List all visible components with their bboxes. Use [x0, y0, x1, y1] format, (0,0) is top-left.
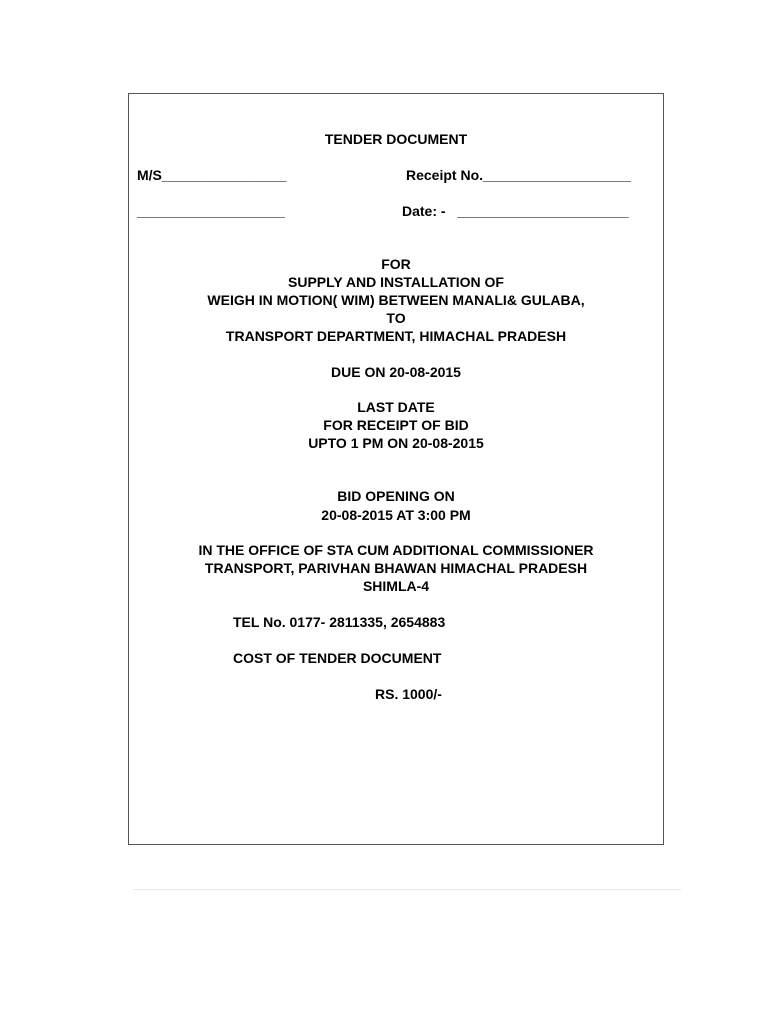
last-date-line-3: UPTO 1 PM ON 20-08-2015 [308, 435, 484, 451]
cost-value: RS. 1000/- [375, 686, 442, 702]
date-field: Date: - ______________________ [402, 203, 629, 219]
receipt-no-field: Receipt No.___________________ [406, 167, 631, 183]
cost-label: COST OF TENDER DOCUMENT [233, 650, 442, 666]
office-line-2: TRANSPORT, PARIVHAN BHAWAN HIMACHAL PRADESH [204, 560, 588, 576]
last-date-line-2: FOR RECEIPT OF BID [323, 417, 469, 433]
document-title: TENDER DOCUMENT [324, 131, 468, 147]
for-line-1: FOR [381, 256, 411, 272]
office-line-1: IN THE OFFICE OF STA CUM ADDITIONAL COMMISSIONER [198, 542, 594, 558]
last-date-line-1: LAST DATE [357, 399, 435, 415]
bid-opening-line-2: 20-08-2015 AT 3:00 PM [321, 507, 471, 523]
for-line-2: SUPPLY AND INSTALLATION OF [288, 274, 504, 290]
for-line-4: TO [386, 310, 406, 326]
page-divider [133, 889, 681, 890]
bid-opening-line-1: BID OPENING ON [337, 488, 455, 504]
tender-document-page [128, 93, 664, 845]
for-line-5: TRANSPORT DEPARTMENT, HIMACHAL PRADESH [225, 328, 567, 344]
for-line-3: WEIGH IN MOTION( WIM) BETWEEN MANALI& GULABA, [207, 292, 585, 308]
office-line-3: SHIMLA-4 [362, 578, 430, 594]
due-on: DUE ON 20-08-2015 [331, 364, 461, 380]
telephone-number: TEL No. 0177- 2811335, 2654883 [233, 614, 446, 630]
ms-field: M/S________________ [137, 167, 287, 183]
blank-line-field: ___________________ [137, 203, 285, 219]
